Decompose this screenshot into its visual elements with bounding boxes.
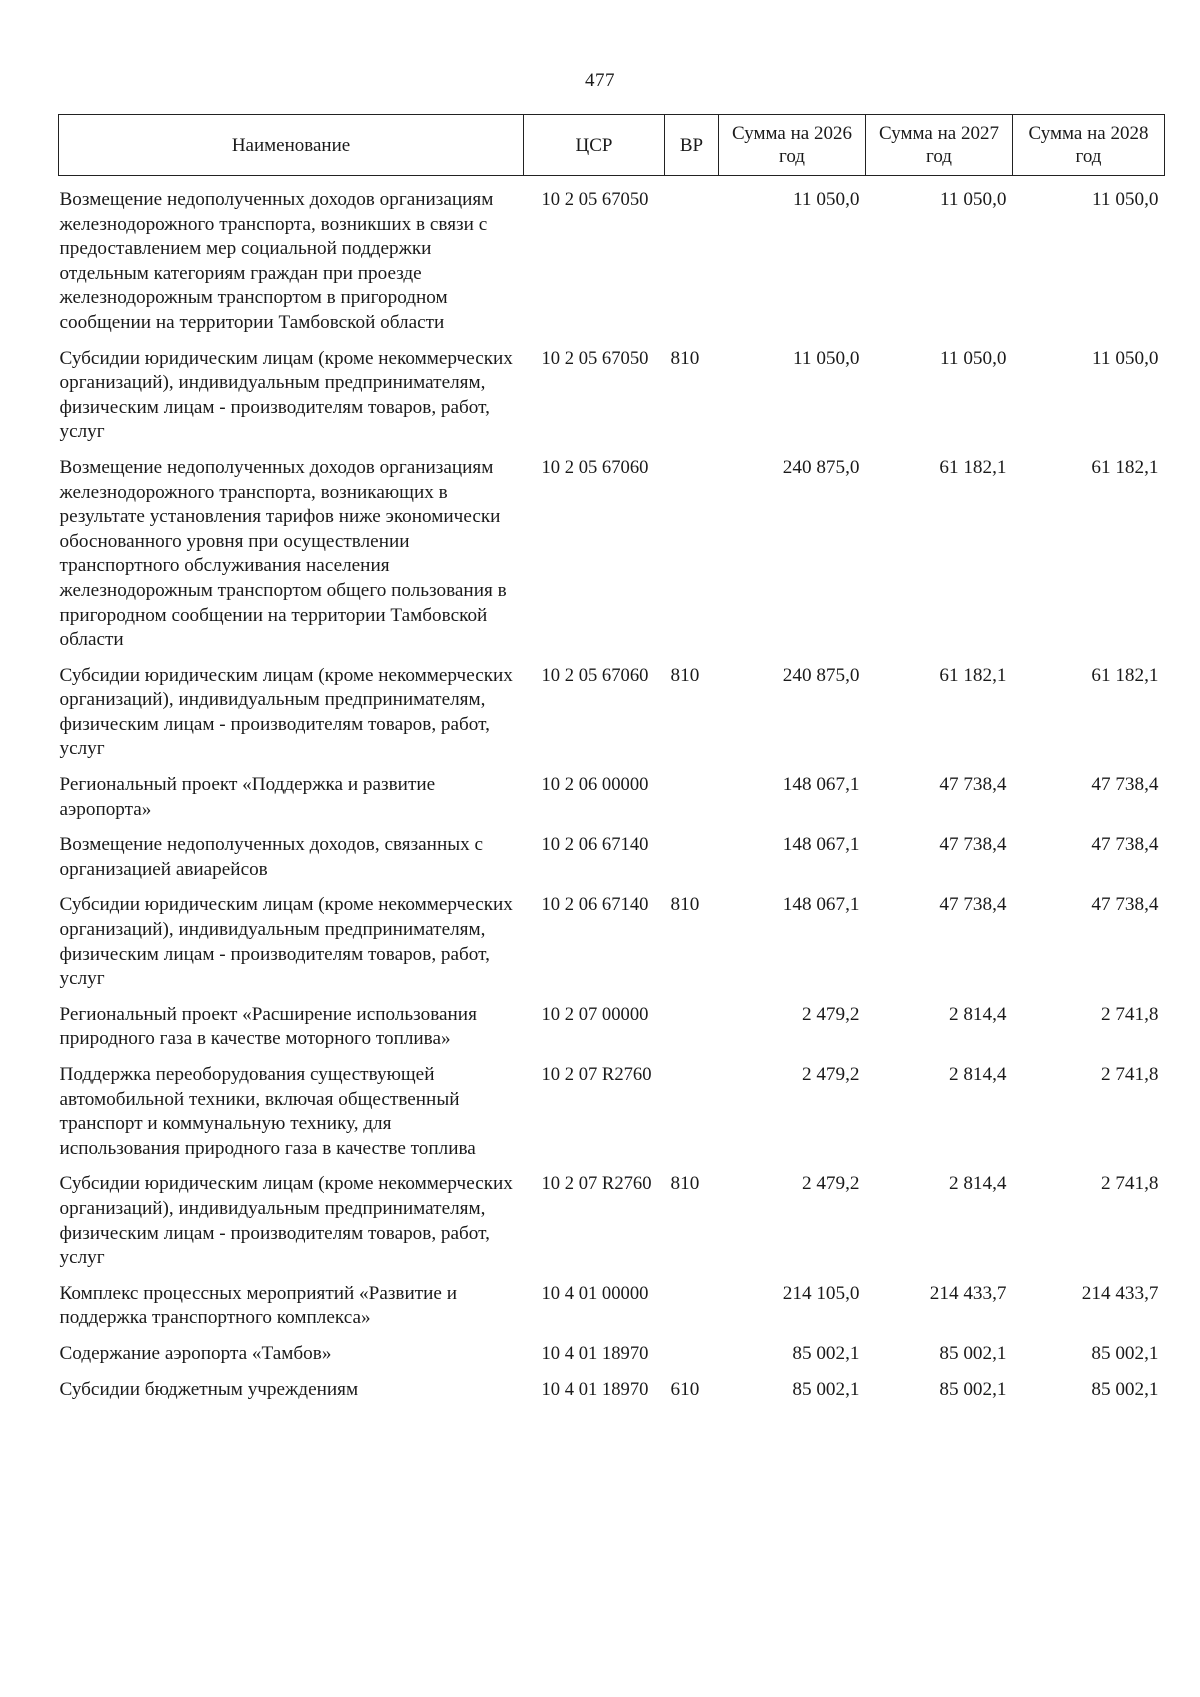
row-sum-2027: 2 814,4: [948, 1173, 1007, 1195]
row-sum-2026: 148 067,1: [782, 894, 860, 916]
row-csr: 10 2 06 00000: [541, 774, 649, 796]
row-csr: 10 2 05 67060: [541, 456, 649, 478]
row-sum-2027: 2 814,4: [948, 1064, 1007, 1085]
row-name: Субсидии юридическим лицам (кроме некоммерческих организаций), индивидуальным предпринимателям, физическим лицам - производителям товаров, работ, услуг: [59, 894, 513, 990]
row-vr: 810: [670, 894, 700, 916]
header-sum-2028: Сумма на 2028 год: [1013, 115, 1165, 176]
row-csr: 10 2 06 67140: [541, 834, 649, 856]
row-vr: 810: [670, 347, 700, 369]
row-sum-2027: 214 433,7: [929, 1282, 1007, 1304]
page-number: 477: [585, 70, 615, 91]
row-sum-2028: 47 738,4: [1091, 774, 1159, 796]
row-vr: 810: [670, 1173, 700, 1195]
row-sum-2028: 47 738,4: [1091, 834, 1159, 856]
row-sum-2027: 47 738,4: [939, 774, 1007, 796]
row-sum-2026: 2 479,2: [801, 1003, 860, 1025]
row-name: Субсидии бюджетным учреждениям: [59, 1378, 359, 1400]
row-name: Возмещение недополученных доходов организациям железнодорожного транспорта, возникших в связи с предоставлением мер социальной поддержки отдельным категориям граждан при проезде железнодорожным транспортом в пригородном сообщении на территории Тамбовской области: [59, 189, 494, 333]
row-name: Субсидии юридическим лицам (кроме некоммерческих организаций), индивидуальным предпринимателям, физическим лицам - производителям товаров, работ, услуг: [59, 664, 513, 760]
header-vr: ВР: [665, 115, 719, 176]
row-name: Субсидии юридическим лицам (кроме некоммерческих организаций), индивидуальным предпринимателям, физическим лицам - производителям товаров, работ, услуг: [59, 1173, 513, 1269]
row-sum-2026: 2 479,2: [801, 1173, 860, 1195]
row-vr: 810: [670, 664, 700, 686]
header-csr: ЦСР: [524, 115, 665, 176]
table-body: [59, 176, 1165, 1403]
row-sum-2026: 148 067,1: [782, 834, 860, 856]
table-header: [59, 115, 1165, 176]
row-csr: 10 2 07 R2760: [541, 1173, 652, 1195]
row-sum-2028: 11 050,0: [1092, 189, 1159, 210]
row-sum-2027: 11 050,0: [940, 189, 1007, 210]
row-sum-2026: 148 067,1: [782, 774, 860, 796]
header-sum-2026: Сумма на 2026 год: [719, 115, 866, 176]
header-sum-2027: Сумма на 2027 год: [866, 115, 1013, 176]
table-row: [59, 762, 1165, 822]
row-sum-2028: 11 050,0: [1092, 347, 1159, 369]
row-sum-2027: 11 050,0: [940, 347, 1007, 369]
table-row: [59, 992, 1165, 1052]
row-name: Поддержка переоборудования существующей автомобильной техники, включая общественный транспорт и коммунальную технику, для использования природного газа в качестве топлива: [59, 1064, 476, 1159]
row-sum-2027: 61 182,1: [939, 456, 1007, 478]
table-row: [59, 1052, 1165, 1161]
row-sum-2027: 2 814,4: [948, 1003, 1007, 1025]
row-name: Возмещение недополученных доходов организациям железнодорожного транспорта, возникающих в результате установления тарифов ниже экономически обоснованного уровня при осуществлении транспортного обслуживания населения железнодорожным транспортом общего пользования в пригородном сообщении на территории Тамбовской области: [59, 456, 507, 651]
row-name: Возмещение недополученных доходов, связанных с организацией авиарейсов: [59, 834, 484, 880]
header-name: Наименование: [59, 115, 524, 176]
row-sum-2027: 47 738,4: [939, 834, 1007, 856]
row-vr: 610: [670, 1378, 700, 1400]
row-sum-2028: 2 741,8: [1100, 1003, 1159, 1025]
row-csr: 10 4 01 18970: [541, 1342, 649, 1364]
row-csr: 10 2 05 67050: [541, 189, 649, 210]
row-sum-2028: 47 738,4: [1091, 894, 1159, 916]
table-row: [59, 445, 1165, 653]
row-sum-2026: 85 002,1: [792, 1378, 860, 1400]
row-sum-2026: 214 105,0: [782, 1282, 860, 1304]
table-row: [59, 1271, 1165, 1331]
row-sum-2028: 61 182,1: [1091, 456, 1159, 478]
row-csr: 10 2 05 67060: [541, 664, 649, 686]
row-sum-2026: 11 050,0: [793, 189, 860, 210]
row-sum-2027: 61 182,1: [939, 664, 1007, 686]
row-csr: 10 2 07 00000: [541, 1003, 649, 1025]
row-sum-2027: 47 738,4: [939, 894, 1007, 916]
row-csr: 10 2 07 R2760: [541, 1064, 652, 1085]
table-row: [59, 1367, 1165, 1403]
row-sum-2026: 2 479,2: [801, 1064, 860, 1085]
table-row: [59, 1161, 1165, 1270]
table-row: [59, 176, 1165, 336]
row-sum-2027: 85 002,1: [939, 1378, 1007, 1400]
row-sum-2028: 2 741,8: [1100, 1173, 1159, 1195]
row-sum-2026: 240 875,0: [782, 456, 860, 478]
row-csr: 10 4 01 00000: [541, 1282, 649, 1304]
row-name: Содержание аэропорта «Тамбов»: [59, 1342, 332, 1364]
row-sum-2027: 85 002,1: [939, 1342, 1007, 1364]
row-sum-2026: 11 050,0: [793, 347, 860, 369]
table-row: [59, 653, 1165, 762]
row-name: Региональный проект «Поддержка и развитие аэропорта»: [59, 774, 436, 820]
table-row: [59, 336, 1165, 445]
table-row: [59, 822, 1165, 882]
row-csr: 10 2 06 67140: [541, 894, 649, 916]
budget-table: [58, 114, 1165, 1402]
row-sum-2028: 214 433,7: [1081, 1282, 1159, 1304]
row-name: Региональный проект «Расширение использования природного газа в качестве моторного топлива»: [59, 1003, 477, 1050]
row-sum-2028: 61 182,1: [1091, 664, 1159, 686]
table-row: [59, 1331, 1165, 1367]
row-csr: 10 2 05 67050: [541, 347, 649, 369]
row-sum-2028: 85 002,1: [1091, 1342, 1159, 1364]
row-csr: 10 4 01 18970: [541, 1378, 649, 1400]
row-sum-2028: 85 002,1: [1091, 1378, 1159, 1400]
row-sum-2026: 240 875,0: [782, 664, 860, 686]
row-sum-2028: 2 741,8: [1100, 1064, 1159, 1085]
row-name: Субсидии юридическим лицам (кроме некоммерческих организаций), индивидуальным предпринимателям, физическим лицам - производителям товаров, работ, услуг: [59, 347, 513, 443]
row-sum-2026: 85 002,1: [792, 1342, 860, 1364]
row-name: Комплекс процессных мероприятий «Развитие и поддержка транспортного комплекса»: [59, 1282, 457, 1329]
table-row: [59, 882, 1165, 991]
